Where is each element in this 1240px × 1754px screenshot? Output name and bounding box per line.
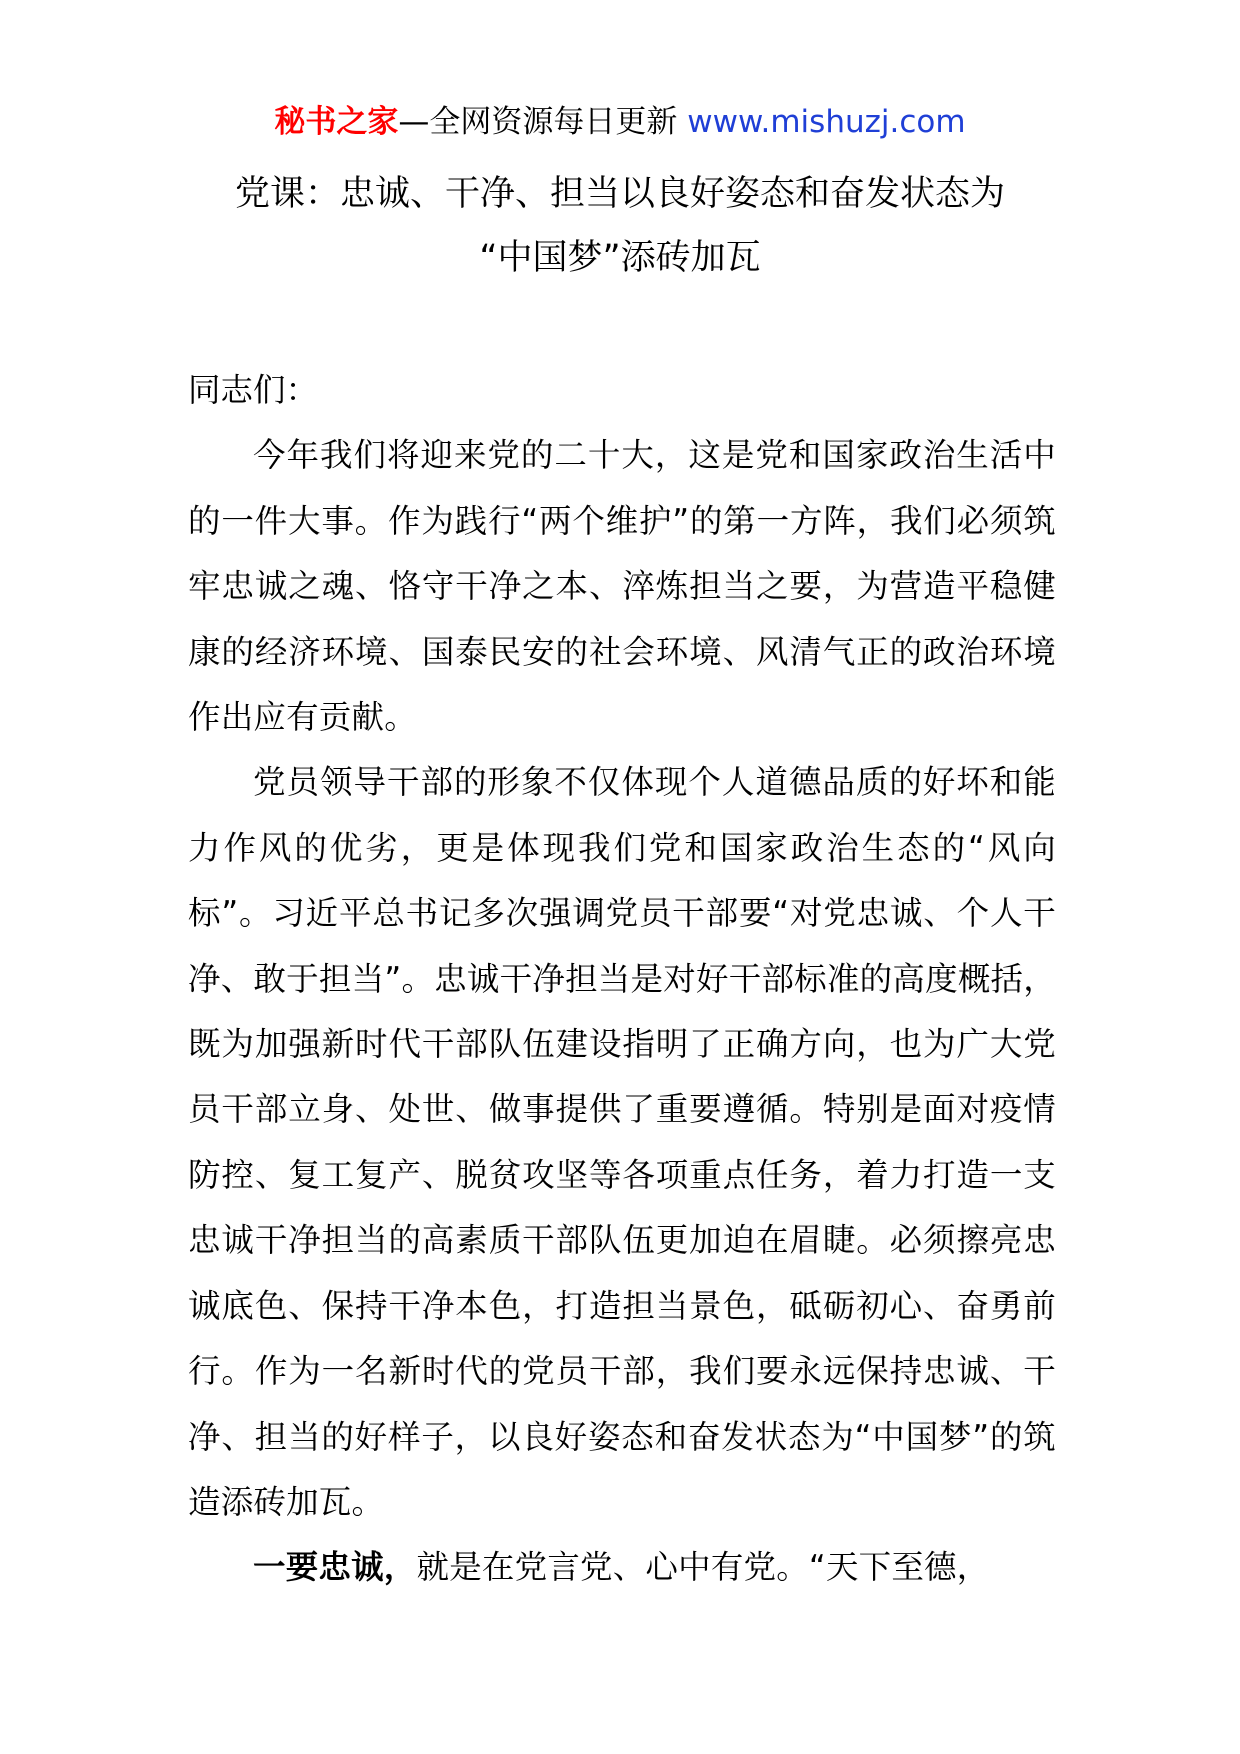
section-1-lead: 一要忠诚， <box>253 1548 417 1587</box>
site-tagline: —全网资源每日更新 <box>398 104 678 140</box>
section-1-text: 就是在党言党、心中有党。“天下至德， <box>416 1548 990 1587</box>
paragraph-2: 党员领导干部的形象不仅体现个人道德品质的好坏和能力作风的优劣，更是体现我们党和国家政治生态的“风向标”。习近平总书记多次强调党员干部要“对党忠诚、个人干净、敢于担当”。忠诚干净担当是对好干部标准的高度概括，既为加强新时代干部队伍建设指明了正确方向，也为广大党员干部立身、处世、做事提供了重要遵循。特别是面对疫情防控、复工复产、脱贫攻坚等各项重点任务，着力打造一支忠诚干净担当的高素质干部队伍更加迫在眉睫。必须擦亮忠诚底色、保持干净本色，打造担当景色，砥砺初心、奋勇前行。作为一名新时代的党员干部，我们要永远保持忠诚、干净、担当的好样子，以良好姿态和奋发状态为“中国梦”的筑造添砖加瓦。 <box>188 763 1056 1521</box>
site-brand: 秘书之家 <box>274 104 399 140</box>
title-line-1: 党课：忠诚、干净、担当以良好姿态和奋发状态为 <box>234 174 1005 214</box>
title-line-2: “中国梦”添砖加瓦 <box>479 238 761 278</box>
site-header <box>0 100 1240 144</box>
salutation: 同志们： <box>188 371 319 409</box>
document-body <box>188 358 1056 1601</box>
document-title <box>170 162 1070 290</box>
paragraph-1: 今年我们将迎来党的二十大，这是党和国家政治生活中的一件大事。作为践行“两个维护”的第一方阵，我们必须筑牢忠诚之魂、恪守干净之本、淬炼担当之要，为营造平稳健康的经济环境、国泰民安的社会环境、风清气正的政治环境作出应有贡献。 <box>188 436 1056 737</box>
site-url-link[interactable]: www.mishuzj.com <box>687 104 966 140</box>
paragraph-3 <box>188 1535 1056 1600</box>
